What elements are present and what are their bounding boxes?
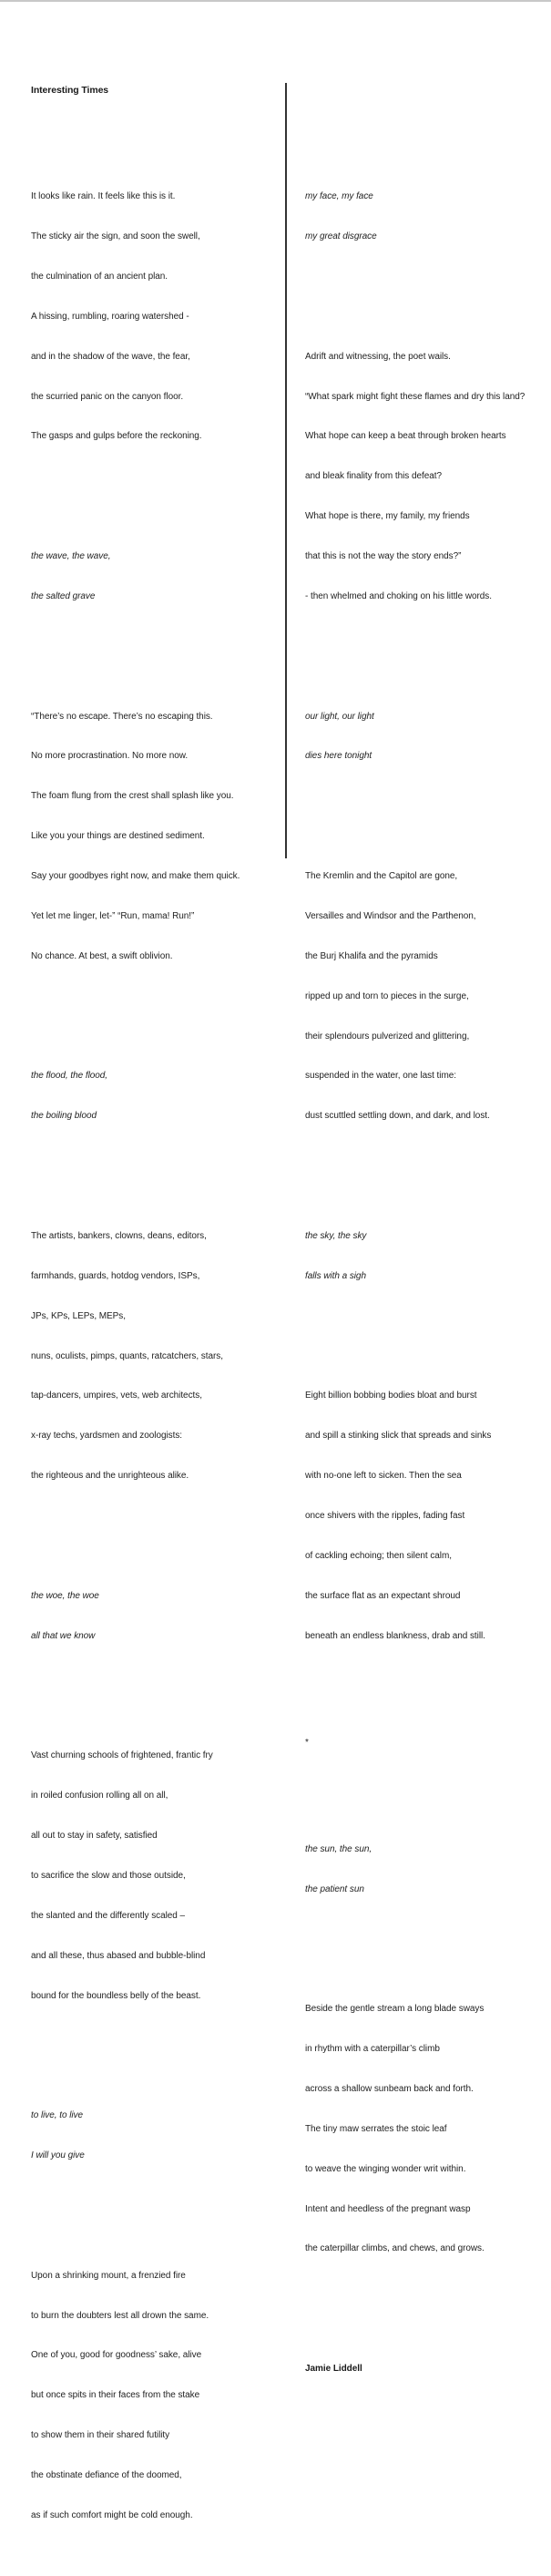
stanza bbox=[31, 2242, 279, 2549]
stanza bbox=[305, 1363, 546, 1669]
stanza bbox=[305, 844, 546, 1150]
poem-line: their splendours pulverized and glittering, bbox=[305, 1031, 470, 1042]
poem-line: nuns, oculists, pimps, quants, ratcatchers, stars, bbox=[31, 1350, 223, 1361]
poem-line: JPs, KPs, LEPs, MEPs, bbox=[31, 1310, 126, 1321]
poem-line: One of you, good for goodness’ sake, alive bbox=[31, 2350, 202, 2361]
poem-line: The foam flung from the crest shall splash like you. bbox=[31, 791, 234, 802]
poem-line: beneath an endless blankness, drab and still. bbox=[305, 1630, 485, 1641]
poem-line: the caterpillar climbs, and chews, and grows. bbox=[305, 2243, 485, 2254]
poem-line: No chance. At best, a swift oblivion. bbox=[31, 950, 173, 961]
poem-line: and in the shadow of the wave, the fear, bbox=[31, 351, 190, 362]
poem-line: suspended in the water, one last time: bbox=[305, 1071, 456, 1082]
right-column bbox=[305, 124, 546, 2389]
poem-line: the righteous and the unrighteous alike. bbox=[31, 1471, 189, 1482]
stanza bbox=[31, 1723, 279, 2029]
poem-line: and all these, thus abased and bubble-blind bbox=[31, 1950, 206, 1961]
refrain-line: the patient sun bbox=[305, 1883, 364, 1894]
poem-line: the scurried panic on the canyon floor. bbox=[31, 391, 184, 402]
poem-line: to burn the doubters lest all drown the same. bbox=[31, 2310, 209, 2321]
poem-line: to sacrifice the slow and those outside, bbox=[31, 1870, 186, 1881]
poem-line: the slanted and the differently scaled – bbox=[31, 1910, 186, 1921]
poem-line: across a shallow sunbeam back and forth. bbox=[305, 2083, 474, 2094]
stanza bbox=[31, 164, 279, 470]
poem-line: all out to stay in safety, satisfied bbox=[31, 1831, 158, 1841]
refrain-line: our light, our light bbox=[305, 711, 374, 722]
poem-line: A hissing, rumbling, roaring watershed - bbox=[31, 311, 189, 322]
poem-line: Beside the gentle stream a long blade sways bbox=[305, 2004, 485, 2015]
poem-line: The Kremlin and the Capitol are gone, bbox=[305, 871, 458, 881]
refrain bbox=[31, 2083, 279, 2190]
poem-line: of cackling echoing; then silent calm, bbox=[305, 1550, 452, 1561]
poem-line: the obstinate defiance of the doomed, bbox=[31, 2470, 182, 2480]
poem-line: Intent and heedless of the pregnant wasp bbox=[305, 2203, 471, 2214]
poem-line: Eight billion bobbing bodies bloat and burst bbox=[305, 1391, 477, 1401]
poem-line: farmhands, guards, hotdog vendors, ISPs, bbox=[31, 1270, 200, 1281]
poem-line: The sticky air the sign, and soon the swell, bbox=[31, 231, 200, 241]
poem-line: bound for the boundless belly of the beast. bbox=[31, 1990, 201, 2001]
poem-line: and bleak finality from this defeat? bbox=[305, 471, 442, 482]
poem-line: No more procrastination. No more now. bbox=[31, 751, 189, 762]
poem-line: tap-dancers, umpires, vets, web architects, bbox=[31, 1391, 202, 1401]
poem-line: in rhythm with a caterpillar’s climb bbox=[305, 2044, 440, 2054]
refrain bbox=[305, 1204, 546, 1310]
refrain-line: the woe, the woe bbox=[31, 1590, 99, 1601]
stanza bbox=[31, 683, 279, 990]
poem-line: the culmination of an ancient plan. bbox=[31, 271, 168, 282]
stanza bbox=[31, 1204, 279, 1510]
refrain-line: to live, to live bbox=[31, 2110, 84, 2121]
refrain bbox=[31, 1564, 279, 1670]
refrain-line: falls with a sigh bbox=[305, 1270, 366, 1281]
poem-line: Say your goodbyes right now, and make them quick. bbox=[31, 871, 240, 881]
refrain bbox=[305, 164, 546, 271]
poem-line: The artists, bankers, clowns, deans, editors, bbox=[31, 1230, 207, 1241]
refrain-line: the wave, the wave, bbox=[31, 551, 111, 561]
poem-line: - then whelmed and choking on his little words. bbox=[305, 590, 492, 601]
poem-line: Like you your things are destined sediment. bbox=[31, 831, 205, 842]
poem-line: Upon a shrinking mount, a frenzied fire bbox=[31, 2270, 186, 2281]
poem-line: to weave the winging wonder writ within. bbox=[305, 2163, 466, 2174]
poem-line: Adrift and witnessing, the poet wails. bbox=[305, 351, 451, 362]
refrain-line: my great disgrace bbox=[305, 231, 377, 241]
poem-line: and spill a stinking slick that spreads and sinks bbox=[305, 1431, 492, 1442]
poem-line: x-ray techs, yardsmen and zoologists: bbox=[31, 1431, 183, 1442]
poem-line: The gasps and gulps before the reckoning. bbox=[31, 431, 202, 442]
poem-line: The tiny maw serrates the stoic leaf bbox=[305, 2123, 447, 2134]
page-top-edge bbox=[0, 0, 551, 2]
left-column bbox=[31, 124, 279, 2576]
refrain-line: dies here tonight bbox=[305, 751, 372, 762]
poem-line: dust scuttled settling down, and dark, and lost. bbox=[305, 1111, 490, 1122]
refrain bbox=[31, 524, 279, 631]
stanza bbox=[305, 1976, 546, 2283]
refrain-line: the boiling blood bbox=[31, 1111, 97, 1122]
poem-line: once shivers with the ripples, fading fast bbox=[305, 1511, 465, 1521]
refrain-line: the flood, the flood, bbox=[31, 1071, 108, 1082]
refrain-line: all that we know bbox=[31, 1630, 96, 1641]
poem-title: Interesting Times bbox=[31, 85, 109, 96]
poem-line: to show them in their shared futility bbox=[31, 2430, 170, 2441]
refrain bbox=[305, 683, 546, 790]
refrain bbox=[305, 1816, 546, 1923]
poem-line: but once spits in their faces from the stake bbox=[31, 2390, 200, 2401]
poem-line: as if such comfort might be cold enough. bbox=[31, 2509, 193, 2520]
refrain-line: I will you give bbox=[31, 2150, 85, 2160]
poem-line: Vast churning schools of frightened, frantic fry bbox=[31, 1750, 213, 1761]
poem-line: the Burj Khalifa and the pyramids bbox=[305, 950, 438, 961]
stanza bbox=[305, 323, 546, 630]
poem-line: the surface flat as an expectant shroud bbox=[305, 1590, 461, 1601]
poem-line: with no-one left to sicken. Then the sea bbox=[305, 1471, 462, 1482]
poem-line: What hope is there, my family, my friends bbox=[305, 511, 470, 522]
poem-line: Yet let me linger, let-” “Run, mama! Run!” bbox=[31, 910, 195, 921]
section-separator: * bbox=[305, 1737, 309, 1748]
refrain-line: the sun, the sun, bbox=[305, 1843, 372, 1854]
poem-line: It looks like rain. It feels like this is it. bbox=[31, 191, 176, 202]
poem-line: “There’s no escape. There’s no escaping this. bbox=[31, 711, 213, 722]
refrain-line: my face, my face bbox=[305, 191, 373, 202]
poem-line: Versailles and Windsor and the Parthenon, bbox=[305, 910, 476, 921]
column-divider bbox=[285, 83, 287, 858]
refrain-line: the salted grave bbox=[31, 590, 96, 601]
refrain-line: the sky, the sky bbox=[305, 1230, 367, 1241]
poem-line: ripped up and torn to pieces in the surge, bbox=[305, 990, 469, 1001]
author-name: Jamie Liddell bbox=[305, 2364, 362, 2375]
poem-line: What hope can keep a beat through broken hearts bbox=[305, 431, 506, 442]
poem-line: in roiled confusion rolling all on all, bbox=[31, 1791, 168, 1801]
poem-line: “What spark might fight these flames and dry this land? bbox=[305, 391, 525, 402]
refrain bbox=[31, 1043, 279, 1150]
poem-line: that this is not the way the story ends?” bbox=[305, 551, 462, 561]
